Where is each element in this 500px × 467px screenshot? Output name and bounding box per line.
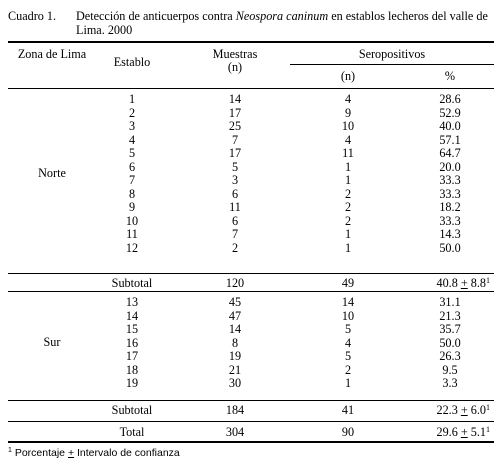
seropositivos-pct-cell: 33.3 xyxy=(439,173,461,187)
seropositivos-pct-cell: 64.7 xyxy=(439,146,461,160)
header-subrule xyxy=(290,64,494,65)
seropositivos-n-cell: 2 xyxy=(344,362,352,377)
subtotal-n: 49 xyxy=(341,276,355,290)
establo-cell: 7 xyxy=(128,173,136,187)
seropositivos-pct-cell: 28.6 xyxy=(439,92,461,106)
establo-cell: 18 xyxy=(125,362,139,377)
muestras-cell: 47 xyxy=(228,308,242,323)
seropositivos-pct-cell: 18.2 xyxy=(439,200,461,214)
subtotal-pct: $40.8 + 8.8^1$ xyxy=(436,276,490,290)
top-rule xyxy=(8,41,494,43)
seropositivos-n-cell: 1 xyxy=(344,227,352,241)
header-zona: Zona de Lima xyxy=(17,47,87,61)
subtotal-label: Subtotal xyxy=(111,276,153,290)
establo-cell: 15 xyxy=(125,322,139,336)
establo-cell: 14 xyxy=(125,308,139,323)
total-top-rule xyxy=(8,421,494,422)
muestras-cell: 17 xyxy=(228,146,242,160)
seropositivos-n-cell: 2 xyxy=(344,213,352,228)
muestras-cell: 45 xyxy=(228,295,242,309)
establo-cell: 3 xyxy=(128,119,136,133)
muestras-cell: 8 xyxy=(231,335,239,350)
muestras-cell: 19 xyxy=(228,349,242,363)
seropositivos-n-cell: 14 xyxy=(341,295,355,309)
total-n: 90 xyxy=(341,425,355,439)
header-bottom-rule xyxy=(8,88,494,89)
muestras-cell: 11 xyxy=(229,200,241,214)
seropositivos-pct-cell: 50.0 xyxy=(439,240,461,255)
muestras-cell: 21 xyxy=(228,362,242,377)
seropositivos-pct-cell: 40.0 xyxy=(439,119,461,133)
muestras-cell: 14 xyxy=(228,92,242,106)
muestras-cell: 6 xyxy=(231,186,239,201)
establo-cell: 9 xyxy=(128,200,136,214)
caption-label: Cuadro 1. xyxy=(8,9,57,23)
bottom-rule xyxy=(8,441,494,443)
establo-cell: 11 xyxy=(126,227,138,241)
seropositivos-pct-cell: 50.0 xyxy=(439,335,461,350)
footnote: $^1$ Porcentaje + Intervalo de confianza xyxy=(8,447,180,459)
muestras-cell: 14 xyxy=(228,322,242,336)
seropositivos-pct-cell: 52.9 xyxy=(439,105,461,120)
seropositivos-pct-cell: 31.1 xyxy=(439,295,461,309)
seropositivos-pct-cell: 57.1 xyxy=(439,132,461,147)
establo-cell: 13 xyxy=(125,295,139,309)
seropositivos-pct-cell: 26.3 xyxy=(439,349,461,363)
seropositivos-n-cell: 11 xyxy=(342,146,354,160)
seropositivos-pct-cell: 33.3 xyxy=(439,213,461,228)
total-pct: $29.6 + 5.1^1$ xyxy=(436,425,490,439)
seropositivos-n-cell: 2 xyxy=(344,186,352,201)
seropositivos-pct-cell: 21.3 xyxy=(439,308,461,323)
zona-label: Norte xyxy=(38,166,66,180)
header-n: (n) xyxy=(340,69,356,83)
establo-cell: 2 xyxy=(128,105,136,120)
muestras-cell: 7 xyxy=(231,132,239,147)
seropositivos-pct-cell: 33.3 xyxy=(439,186,461,201)
total-label: Total xyxy=(119,425,145,439)
row-rule xyxy=(8,273,494,274)
row-rule xyxy=(8,291,494,292)
establo-cell: 5 xyxy=(128,146,136,160)
seropositivos-n-cell: 4 xyxy=(344,92,352,106)
establo-cell: 1 xyxy=(128,92,136,106)
subtotal-muestras: 184 xyxy=(225,403,245,417)
seropositivos-n-cell: 1 xyxy=(344,159,352,174)
seropositivos-n-cell: 5 xyxy=(344,322,352,336)
seropositivos-n-cell: 4 xyxy=(344,335,352,350)
total-muestras: 304 xyxy=(225,425,245,439)
seropositivos-n-cell: 4 xyxy=(344,132,352,147)
muestras-cell: 25 xyxy=(228,119,242,133)
establo-cell: 4 xyxy=(128,132,136,147)
establo-cell: 12 xyxy=(125,240,139,255)
row-rule xyxy=(8,400,494,401)
subtotal-muestras: 120 xyxy=(225,276,245,290)
header-pct: % xyxy=(444,69,456,83)
muestras-cell: 30 xyxy=(228,376,242,390)
caption-text: Detección de anticuerpos contra Neospora caninum en establos lecheros del valle de Lima. 2000 xyxy=(76,9,488,37)
seropositivos-n-cell: 10 xyxy=(341,308,355,323)
establo-cell: 6 xyxy=(128,159,136,174)
header-establo: Establo xyxy=(113,55,151,69)
zona-label: Sur xyxy=(43,335,61,350)
muestras-cell: 6 xyxy=(231,213,239,228)
seropositivos-n-cell: 2 xyxy=(344,200,352,214)
seropositivos-pct-cell: 3.3 xyxy=(442,376,458,390)
muestras-cell: 7 xyxy=(231,227,239,241)
muestras-cell: 17 xyxy=(228,105,242,120)
header-muestras: Muestras (n) xyxy=(212,47,258,74)
seropositivos-pct-cell: 20.0 xyxy=(439,159,461,174)
establo-cell: 10 xyxy=(125,213,139,228)
seropositivos-n-cell: 9 xyxy=(344,105,352,120)
seropositivos-n-cell: 1 xyxy=(344,173,352,187)
seropositivos-n-cell: 10 xyxy=(341,119,355,133)
seropositivos-n-cell: 1 xyxy=(344,240,352,255)
establo-cell: 19 xyxy=(125,376,139,390)
subtotal-n: 41 xyxy=(341,403,355,417)
header-seropositivos: Seropositivos xyxy=(358,47,426,61)
muestras-cell: 2 xyxy=(231,240,239,255)
seropositivos-pct-cell: 9.5 xyxy=(442,362,458,377)
seropositivos-n-cell: 5 xyxy=(344,349,352,363)
establo-cell: 8 xyxy=(128,186,136,201)
species-name: Neospora caninum xyxy=(235,9,329,23)
muestras-cell: 3 xyxy=(231,173,239,187)
subtotal-label: Subtotal xyxy=(111,403,153,417)
establo-cell: 17 xyxy=(125,349,139,363)
establo-cell: 16 xyxy=(125,335,139,350)
subtotal-pct: $22.3 + 6.0^1$ xyxy=(436,403,490,417)
seropositivos-pct-cell: 14.3 xyxy=(439,227,461,241)
muestras-cell: 5 xyxy=(231,159,239,174)
seropositivos-n-cell: 1 xyxy=(344,376,352,390)
seropositivos-pct-cell: 35.7 xyxy=(439,322,461,336)
